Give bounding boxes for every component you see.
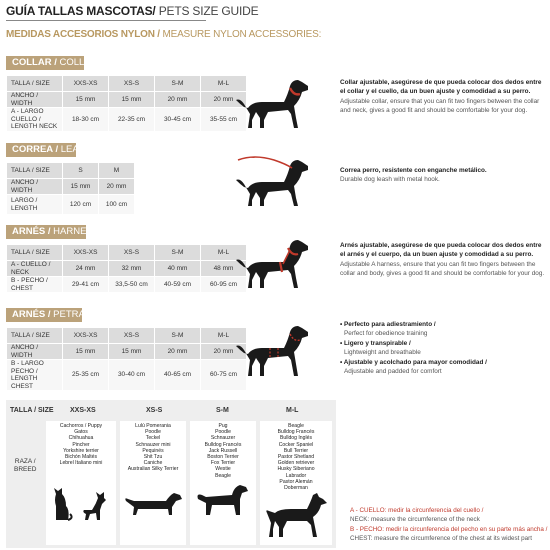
table-cell: 20 mm	[201, 92, 247, 108]
section-collar-label: COLLAR / COLLAR	[6, 56, 84, 70]
neck-note-en: NECK: measure the circumference of the neck	[350, 516, 480, 523]
table-cell: S	[63, 163, 99, 179]
breed-size-label: TALLA / SIZE	[10, 407, 54, 414]
breed-name: Chihuahua	[68, 435, 94, 442]
table-cell: 40 mm	[155, 261, 201, 277]
breed-name: Doberman	[284, 485, 308, 492]
table-cell: 22-35 cm	[109, 108, 155, 132]
breed-name: Bichón Maltés	[65, 454, 97, 461]
table-cell: TALLA / SIZE	[7, 76, 63, 92]
table-cell: 15 mm	[63, 344, 109, 360]
feature-es: • Ajustable y acolchado para mayor comodidad /	[340, 358, 487, 366]
table-cell: A - CUELLO / NECK	[7, 261, 63, 277]
breed-name: Bull Terrier	[283, 447, 309, 454]
leash-description	[340, 166, 545, 185]
table-cell: 40-65 cm	[155, 360, 201, 391]
dog-petral-icon	[234, 318, 318, 380]
table-cell: 32 mm	[109, 261, 155, 277]
breed-name: Beagle	[288, 423, 304, 429]
breed-name: Bulldog Francés	[277, 429, 315, 436]
table-cell: 48 mm	[201, 261, 247, 277]
harness-desc-es: Arnés ajustable, asegúrese de que pueda colocar dos dedos entre el arnés y el cuerpo, da un buen ajuste y comodidad a su perro.	[340, 242, 542, 259]
table-cell: 20 mm	[201, 344, 247, 360]
title-divider	[6, 20, 206, 21]
breed-name: Pequinés	[142, 447, 164, 454]
breed-name: Lulú Pomerania	[135, 423, 171, 429]
breed-name: Pastor Alemán	[279, 478, 313, 485]
table-cell: XXS-XS	[63, 328, 109, 344]
breed-name: Westie	[215, 466, 231, 473]
collar-size-table	[6, 75, 247, 132]
breed-size-header: XXS-XS	[70, 407, 96, 414]
table-cell: M-L	[201, 76, 247, 92]
table-cell: TALLA / SIZE	[7, 163, 63, 179]
table-cell: TALLA / SIZE	[7, 328, 63, 344]
table-cell: LARGO / LENGTH	[7, 195, 63, 215]
breed-name: Poodle	[215, 429, 231, 436]
feature-en: Lightweight and breathable	[344, 349, 421, 357]
feature-es: • Perfecto para adiestramiento /	[340, 321, 436, 328]
breed-name: Pastor Shetland	[277, 454, 315, 461]
dog-leash-icon	[234, 150, 318, 208]
table-cell: 60-75 cm	[201, 360, 247, 391]
table-cell: TALLA / SIZE	[7, 245, 63, 261]
feature-es: • Ligero y transpirable /	[340, 339, 411, 347]
neck-note-es: A - CUELLO: medir la circunferencia del cuello /	[350, 507, 484, 514]
poodle-icon	[192, 483, 254, 517]
breed-name: Schnauzer	[210, 435, 236, 442]
breed-column-xxs-xs	[46, 421, 116, 545]
table-cell: B - PECHO / CHEST	[7, 277, 63, 293]
breed-name: Pincher	[72, 441, 90, 448]
table-cell: XS-S	[109, 245, 155, 261]
table-cell: XS-S	[109, 76, 155, 92]
neck-measure-note	[350, 506, 483, 524]
section-petral-label: ARNÉS / PETRAL	[6, 308, 82, 322]
table-cell: 60-95 cm	[201, 277, 247, 293]
breed-name: Husky Siberiano	[277, 466, 315, 473]
breed-size-header: M-L	[286, 407, 299, 414]
dachshund-icon	[122, 487, 184, 517]
harness-desc-en: Adjustable A harness, ensure that you can fit two fingers between the collar and body, gives a good fit and should be comfortable for your dog.	[340, 260, 545, 278]
breed-name: Teckel	[145, 435, 161, 442]
table-cell: S-M	[155, 328, 201, 344]
table-cell: XS-S	[109, 328, 155, 344]
page-title: GUÍA TALLAS MASCOTAS/ PETS SIZE GUIDE	[6, 4, 259, 18]
table-cell: S-M	[155, 76, 201, 92]
table-cell: 18-30 cm	[63, 108, 109, 132]
page-subtitle: MEDIDAS ACCESORIOS NYLON / MEASURE NYLON ACCESSORIES:	[6, 29, 322, 40]
breed-name: Lebrel Italiano mini	[59, 460, 103, 467]
breed-size-header: S-M	[216, 407, 229, 414]
table-cell: ANCHO / WIDTH	[7, 344, 63, 360]
table-cell: ANCHO / WIDTH	[7, 92, 63, 108]
breed-name: Bulldog Inglés	[279, 435, 312, 442]
table-cell: 33,5-50 cm	[109, 277, 155, 293]
breed-name: Australian Silky Terrier	[127, 466, 179, 473]
breed-name: Fox Terrier	[210, 460, 236, 467]
cat-chihuahua-icon	[48, 480, 114, 522]
table-cell: 15 mm	[63, 179, 99, 195]
breed-name: Poodle	[145, 429, 161, 436]
breed-name: Caniche	[143, 460, 163, 467]
breed-name: Gatos	[74, 429, 88, 436]
table-cell: M-L	[201, 245, 247, 261]
table-cell: 40-59 cm	[155, 277, 201, 293]
doberman-icon	[263, 491, 329, 539]
breed-label: BREED	[14, 466, 37, 473]
breed-row-label	[14, 458, 36, 474]
table-cell: 30-40 cm	[109, 360, 155, 391]
table-cell: B - LARGO PECHO / LENGTH CHEST	[7, 360, 63, 391]
breed-column-s-m	[190, 421, 256, 545]
table-cell: 15 mm	[63, 92, 109, 108]
petral-size-table	[6, 327, 247, 391]
collar-description	[340, 78, 545, 116]
table-cell: 30-45 cm	[155, 108, 201, 132]
harness-size-table	[6, 244, 247, 293]
table-cell: 15 mm	[109, 344, 155, 360]
section-harness-label: ARNÉS / HARNESS	[6, 225, 86, 239]
feature-en: Adjustable and padded for comfort	[344, 368, 442, 376]
feature-en: Perfect for obedience training	[344, 330, 428, 338]
breed-name: Jack Russell	[208, 447, 238, 454]
breed-column-m-l	[260, 421, 332, 545]
dog-harness-icon	[234, 234, 318, 292]
table-cell: A - LARGO CUELLO / LENGTH NECK	[7, 108, 63, 132]
table-cell: 25-35 cm	[63, 360, 109, 391]
breed-name: Shit Tzu	[143, 454, 163, 461]
breed-name: Pug	[218, 423, 228, 429]
table-cell: S-M	[155, 245, 201, 261]
breed-name: Golden retriever	[277, 460, 315, 467]
chest-note-en: CHEST: measure the circumference of the chest at its widest part	[350, 535, 532, 542]
table-cell: 29-41 cm	[63, 277, 109, 293]
table-cell: XXS-XS	[63, 245, 109, 261]
chest-note-es: B - PECHO: medir la circunferencia del pecho en su parte más ancha /	[350, 526, 548, 533]
table-cell: 120 cm	[63, 195, 99, 215]
section-leash-label: CORREA / LEASH	[6, 143, 76, 157]
table-cell: 20 mm	[155, 92, 201, 108]
chest-measure-note	[350, 525, 547, 543]
leash-desc-es: Correa perro, resistente con enganche metálico.	[340, 167, 487, 174]
petral-features	[340, 320, 545, 376]
table-cell: 24 mm	[63, 261, 109, 277]
breed-name: Yorkshire terrier	[63, 447, 99, 454]
breed-name: Bulldog Francés	[204, 441, 242, 448]
table-cell: ANCHO / WIDTH	[7, 179, 63, 195]
breed-name: Schnauzer mini	[135, 441, 171, 448]
collar-desc-es: Collar ajustable, asegúrese de que pueda colocar dos dedos entre el collar y el cuello, da un buen ajuste y comodidad a su perro.	[340, 79, 542, 96]
leash-size-table	[6, 162, 135, 215]
breed-name: Cachorros / Puppy	[59, 423, 103, 429]
dog-collar-icon	[234, 74, 318, 132]
table-cell: 15 mm	[109, 92, 155, 108]
harness-description	[340, 241, 545, 279]
table-cell: M	[99, 163, 135, 179]
breed-size-header: XS-S	[146, 407, 163, 414]
table-cell: 100 cm	[99, 195, 135, 215]
raza-label: RAZA /	[14, 458, 36, 465]
table-cell: 20 mm	[99, 179, 135, 195]
table-cell: 35-55 cm	[201, 108, 247, 132]
breed-column-xs-s	[120, 421, 186, 545]
breed-name: Beagle	[215, 472, 231, 479]
table-cell: M-L	[201, 328, 247, 344]
table-cell: XXS-XS	[63, 76, 109, 92]
breed-name: Labrador	[285, 472, 307, 479]
breed-name: Cocker Spaniel	[278, 441, 314, 448]
leash-desc-en: Durable dog leash with metal hook.	[340, 176, 440, 184]
breed-name: Boston Terrier	[207, 454, 239, 461]
collar-desc-en: Adjustable collar, ensure that you can fit two fingers between the collar and neck, gives a good fit and should be comfortable for your dog.	[340, 97, 540, 115]
table-cell: 20 mm	[155, 344, 201, 360]
